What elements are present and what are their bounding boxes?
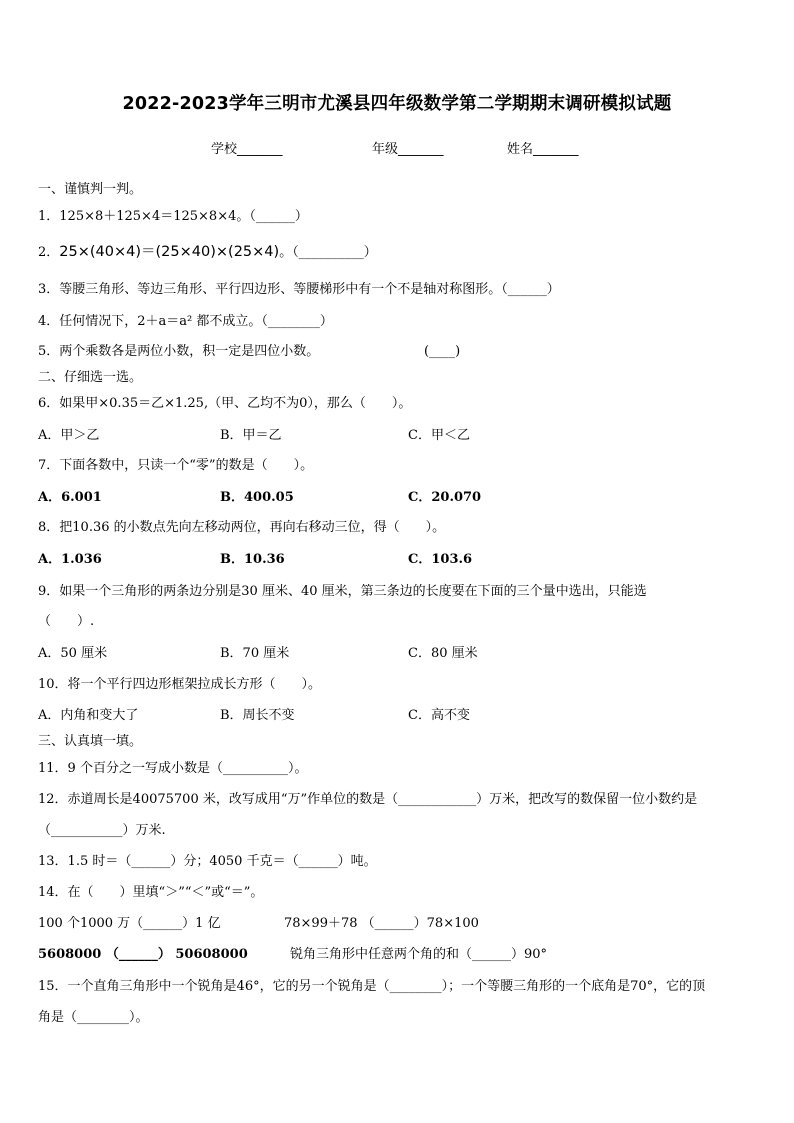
- q7-option-c: C．20.070: [408, 490, 482, 505]
- q8-option-a: A．1.036: [38, 552, 102, 567]
- question-2: [38, 245, 377, 260]
- q8-option-c: C．103.6: [408, 552, 473, 567]
- question-2-number: 2．: [38, 245, 60, 260]
- q14-item-3: 5608000 （______） 50608000: [38, 947, 248, 962]
- name-field[interactable]: 姓名_______: [507, 142, 579, 157]
- q9-option-b: B．70 厘米: [220, 646, 290, 661]
- question-6: 6．如果甲×0.35＝乙×1.25,（甲、乙均不为0），那么（ ）。: [38, 396, 412, 411]
- q9-option-a: A．50 厘米: [38, 646, 108, 661]
- question-11: 11．9 个百分之一写成小数是（__________）。: [38, 761, 308, 776]
- question-9-line-1: 9．如果一个三角形的两条边分别是30 厘米、40 厘米，第三条边的长度要在下面的三个量中选出，只能选: [38, 584, 647, 599]
- page-title: 2022-2023学年三明市尤溪县四年级数学第二学期期末调研模拟试题: [122, 94, 672, 114]
- question-5: 5．两个乘数各是两位小数，积一定是四位小数。: [38, 344, 320, 359]
- question-9-line-2: （ ）.: [38, 614, 95, 629]
- school-field[interactable]: 学校_______: [211, 142, 283, 157]
- q6-option-c: C．甲＜乙: [408, 428, 470, 443]
- q10-option-c: C．高不变: [408, 708, 470, 723]
- grade-field[interactable]: 年级_______: [372, 142, 444, 157]
- question-14: 14．在（ ）里填“＞”“＜”或“＝”。: [38, 885, 264, 900]
- question-2-blank: 。（__________）: [279, 245, 377, 260]
- q10-option-a: A．内角和变大了: [38, 708, 139, 723]
- question-10: 10．将一个平行四边形框架拉成长方形（ ）。: [38, 677, 322, 692]
- section-heading-3: 三、认真填一填。: [38, 734, 143, 749]
- question-2-formula: 25×(40×4)＝(25×40)×(25×4): [59, 244, 280, 260]
- question-3: 3．等腰三角形、等边三角形、平行四边形、等腰梯形中有一个不是轴对称图形。（______）: [38, 282, 560, 297]
- question-13: 13．1.5 时＝（______）分；4050 千克＝（______）吨。: [38, 854, 377, 869]
- question-4: 4．任何情况下，2＋a＝a² 都不成立。（________）: [38, 314, 333, 329]
- q10-option-b: B．周长不变: [220, 708, 295, 723]
- question-12-line-1: 12．赤道周长是40075700 米，改写成用“万”作单位的数是（____________）万米，把改写的数保留一位小数约是: [38, 792, 698, 807]
- question-8: 8．把10.36 的小数点先向左移动两位，再向右移动三位，得（ ）。: [38, 520, 446, 535]
- section-heading-1: 一、谨慎判一判。: [38, 182, 143, 197]
- question-7: 7．下面各数中，只读一个“零”的数是（ ）。: [38, 458, 314, 473]
- section-heading-2: 二、仔细选一选。: [38, 370, 143, 385]
- q9-option-c: C．80 厘米: [408, 646, 478, 661]
- q14-item-2: 78×99＋78 （______）78×100: [284, 916, 479, 931]
- q7-option-a: A．6.001: [38, 490, 102, 505]
- question-15-line-1: 15．一个直角三角形中一个锐角是46°，它的另一个锐角是（________）；一个等腰三角形的一个底角是70°，它的顶: [38, 979, 706, 994]
- q14-item-4: 锐角三角形中任意两个角的和（______）90°: [290, 947, 548, 962]
- question-5-blank: (____): [424, 344, 461, 359]
- q7-option-b: B．400.05: [220, 490, 294, 505]
- q14-item-1: 100 个1000 万（______）1 亿: [38, 916, 221, 931]
- question-12-line-2: （___________）万米.: [38, 823, 166, 838]
- question-1: 1．125×8＋125×4＝125×8×4。（______）: [38, 209, 308, 224]
- q6-option-a: A．甲＞乙: [38, 428, 100, 443]
- question-15-line-2: 角是（________）。: [38, 1010, 149, 1025]
- q6-option-b: B．甲＝乙: [220, 428, 282, 443]
- q8-option-b: B．10.36: [220, 552, 285, 567]
